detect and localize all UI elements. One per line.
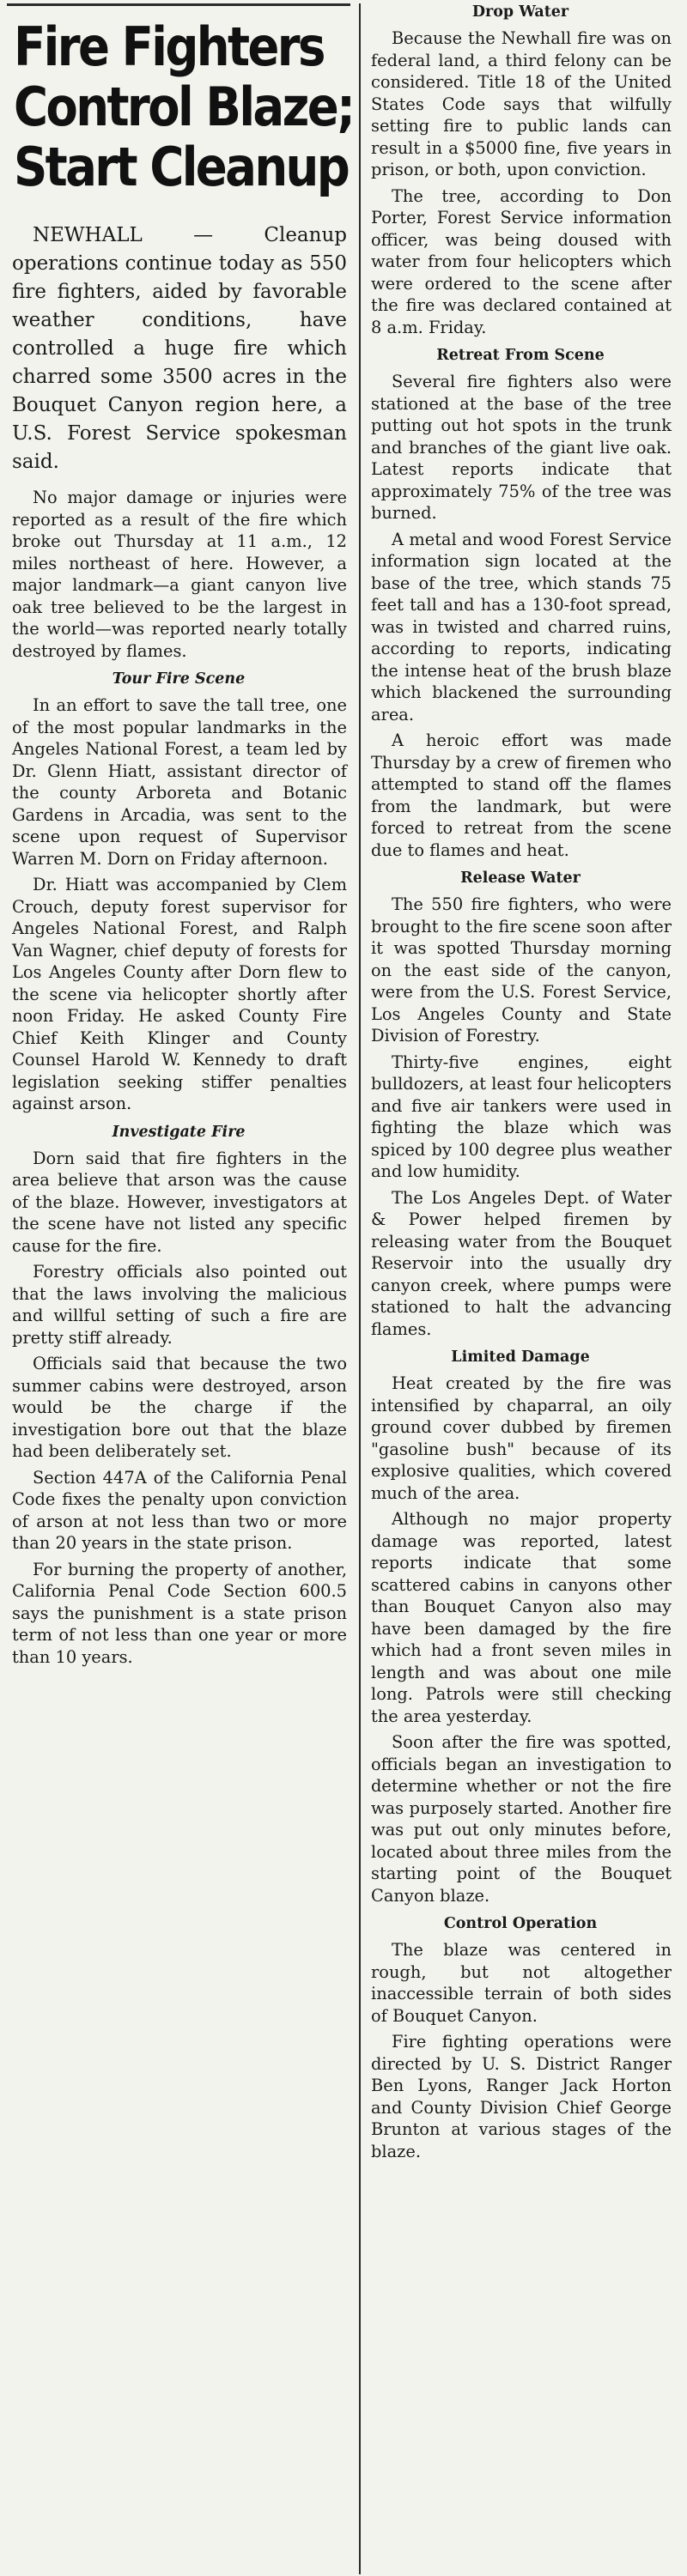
paragraph: Dorn said that fire fighters in the area believe that arson was the cause of the blaze. However, investigators at the scene have not listed any specific cause for the fire. xyxy=(12,1148,347,1256)
paragraph: Soon after the fire was spotted, officials began an investigation to determine whether or not the fire was purposely started. Another fire was put out only minutes before, located about three miles from the starting point of the Bouquet Canyon blaze. xyxy=(371,1732,672,1906)
paragraph: The Los Angeles Dept. of Water & Power helped firemen by releasing water from the Bouquet Reservoir into the usually dry canyon creek, where pumps were stationed to halt the advancing flames. xyxy=(371,1187,672,1339)
headline-line: Control Blaze; xyxy=(14,76,354,138)
subhead-limited-damage: Limited Damage xyxy=(451,1349,590,1366)
paragraph: Thirty-five engines, eight bulldozers, at least four helicopters and five air tankers were used in fighting the blaze which was spiced by 100 degree plus weather and low humidity. xyxy=(371,1052,672,1181)
headline-line: Start Cleanup xyxy=(14,136,349,198)
paragraph: Officials said that because the two summer cabins were destroyed, arson would be the charge if the investigation bore out that the blaze had been deliberately set. xyxy=(12,1354,347,1461)
paragraph: Forestry officials also pointed out that the laws involving the malicious and willful setting of such a fire are pretty stiff already. xyxy=(12,1262,347,1348)
paragraph: No major damage or injuries were reported as a result of the fire which broke out Thursday at 11 a.m., 12 miles northeast of here. However, a major landmark—a giant canyon live oak tree believed to be the largest in the world—was reported nearly totally destroyed by flames. xyxy=(12,488,347,661)
subhead-control-operation: Control Operation xyxy=(443,1915,598,1932)
paragraph: The 550 fire fighters, who were brought to the fire scene soon after it was spotted Thursday morning on the east side of the canyon, were from the U.S. Forest Service, Los Angeles County and State Division of Forestry. xyxy=(371,894,672,1046)
paragraph: Because the Newhall fire was on federal land, a third felony can be considered. Title 18 of the United States Code says that wilfully setting fire to public lands can result in a $5000 fine, five years in prison, or both, upon conviction. xyxy=(371,28,672,179)
lead-paragraph: NEWHALL — Cleanup operations continue today as 550 fire fighters, aided by favorable weather conditions, have controlled a huge fire which charred some 3500 acres in the Bouquet Canyon region here, a U.S. Forest Service spokesman said. xyxy=(12,224,347,473)
headline xyxy=(14,17,362,197)
paragraph: The blaze was centered in rough, but not altogether inaccessible terrain of both sides of Bouquet Canyon. xyxy=(371,1940,672,2026)
right-column xyxy=(366,0,675,2167)
paragraph: In an effort to save the tall tree, one of the most popular landmarks in the Angeles National Forest, a team led by Dr. Glenn Hiatt, assistant director of the county Arboreta and Botanic Gardens in Arcadia, was sent to the scene upon request of Supervisor Warren M. Dorn on Friday afternoon. xyxy=(12,695,347,869)
subhead-retreat-from-scene: Retreat From Scene xyxy=(436,347,605,364)
left-column xyxy=(5,0,352,1672)
paragraph: Section 447A of the California Penal Code fixes the penalty upon conviction of arson at not less than two or more than 20 years in the state prison. xyxy=(12,1467,347,1553)
paragraph: Heat created by the fire was intensified by chaparral, an oily ground cover dubbed by firemen "gasoline bush" because of its explosive qualities, which covered much of the area. xyxy=(371,1373,672,1503)
paragraph: The tree, according to Don Porter, Forest Service information officer, was being doused with water from four helicopters which were ordered to the scene after the fire was declared contained at 8 a.m. Friday. xyxy=(371,185,672,337)
paragraph: Fire fighting operations were directed by U. S. District Ranger Ben Lyons, Ranger Jack Horton and County Division Chief George Brunton at various stages of the blaze. xyxy=(371,2032,672,2161)
subhead-investigate-fire: Investigate Fire xyxy=(112,1123,246,1141)
subhead-tour-fire-scene: Tour Fire Scene xyxy=(112,670,246,688)
paragraph: A heroic effort was made Thursday by a crew of firemen who attempted to stand off the flames from the landmark, but were forced to retreat from the scene due to flames and heat. xyxy=(371,730,672,860)
paragraph: Dr. Hiatt was accompanied by Clem Crouch, deputy forest supervisor for Angeles National Forest, and Ralph Van Wagner, chief deputy of forests for Los Angeles County after Dorn flew to the scene via helicopter shortly after noon Friday. He asked County Fire Chief Keith Klinger and County Counsel Harold W. Kennedy to draft legislation seeking stiffer penalties against arson. xyxy=(12,875,347,1113)
paragraph: For burning the property of another, California Penal Code Section 600.5 says the punishment is a state prison term of not less than one year or more than 10 years. xyxy=(12,1559,347,1667)
headline-line: Fire Fighters xyxy=(14,15,324,78)
subhead-release-water: Release Water xyxy=(460,870,581,887)
paragraph: Although no major property damage was reported, latest reports indicate that some scattered cabins in canyons other than Bouquet Canyon also may have been damaged by the fire which had a front seven miles in length and was about one mile long. Patrols were still checking the area yesterday. xyxy=(371,1509,672,1726)
subhead-drop-water: Drop Water xyxy=(471,3,569,21)
paragraph: Several fire fighters also were stationed at the base of the tree putting out hot spots in the trunk and branches of the giant live oak. Latest reports indicate that approximately 75% of the tree was burned. xyxy=(371,372,672,523)
paragraph: A metal and wood Forest Service information sign located at the base of the tree, which stands 75 feet tall and has a 130-foot spread, was in twisted and charred ruins, according to reports, indicating the intense heat of the brush blaze which blackened the surrounding area. xyxy=(371,529,672,724)
column-rule xyxy=(359,3,361,2574)
